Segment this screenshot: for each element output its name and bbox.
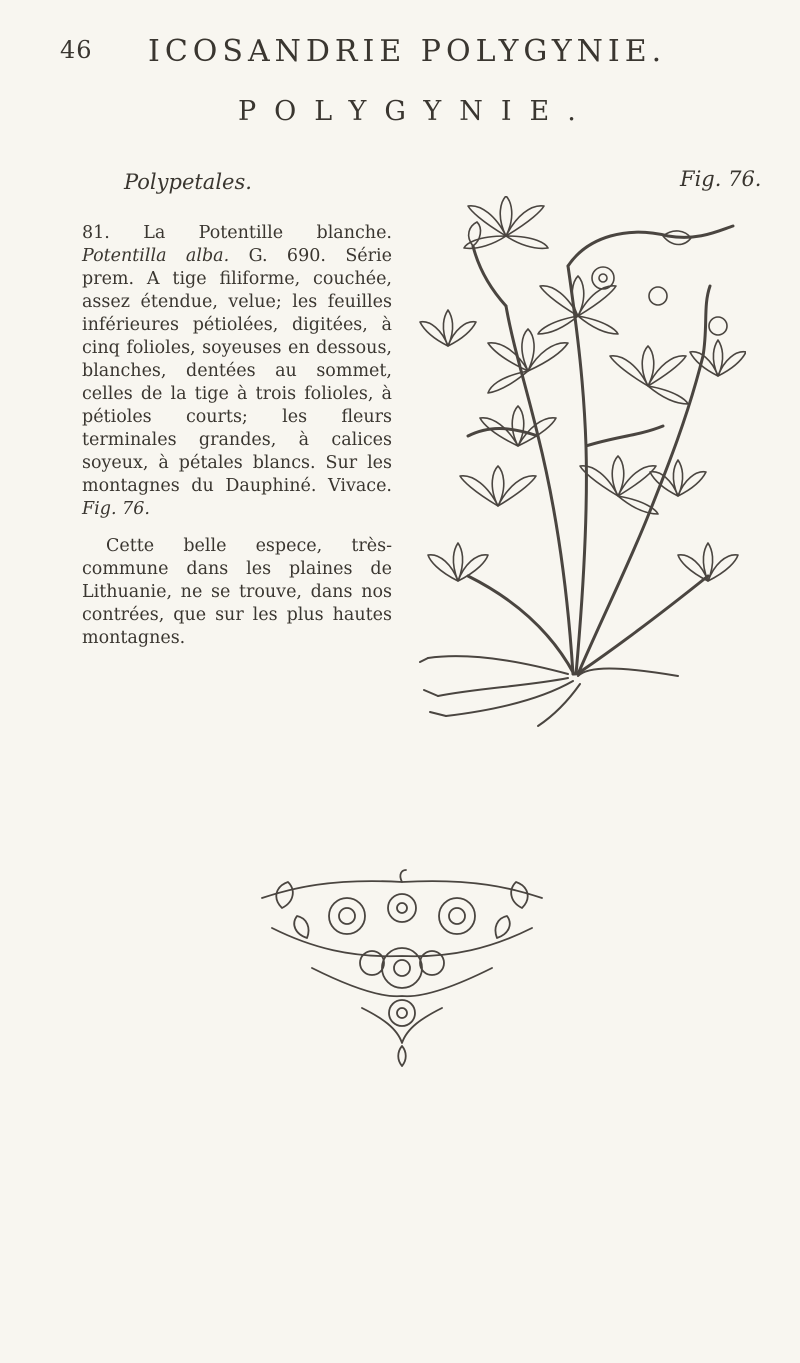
entry-paragraph xyxy=(82,222,392,521)
latin-name: Potentilla alba. xyxy=(82,246,230,266)
text-column xyxy=(82,222,392,650)
potentilla-plant-icon xyxy=(418,196,746,736)
floral-ornament-icon xyxy=(252,868,552,1068)
subsection-heading: Polypetales. xyxy=(124,170,252,194)
entry-number: 81. xyxy=(82,223,110,243)
entry-description: G. 690. Série prem. A tige filiforme, couchée, assez étendue, velue; les feuilles inférieures pétiolées, digitées, à cinq folioles, soyeuses en dessous, blanches, dentées au sommet, celles de la tige à trois folioles, à pétioles courts; les fleurs terminales grandes, à calices soyeux, à pétales blancs. Sur les montagnes du Dauphiné. Vivace. xyxy=(82,246,392,496)
common-name: La Potentille blanche. xyxy=(143,223,392,243)
figure-label: Fig. 76. xyxy=(680,167,762,191)
running-title: ICOSANDRIE POLYGYNIE. xyxy=(148,34,667,69)
section-title: POLYGYNIE. xyxy=(238,96,594,127)
page-number: 46 xyxy=(60,36,93,64)
note-paragraph: Cette belle espece, très-commune dans les plaines de Lithuanie, ne se trouve, dans nos contrées, que sur les plus hautes montagnes. xyxy=(82,536,392,648)
figure-reference: Fig. 76. xyxy=(82,499,150,519)
running-head xyxy=(60,36,760,76)
